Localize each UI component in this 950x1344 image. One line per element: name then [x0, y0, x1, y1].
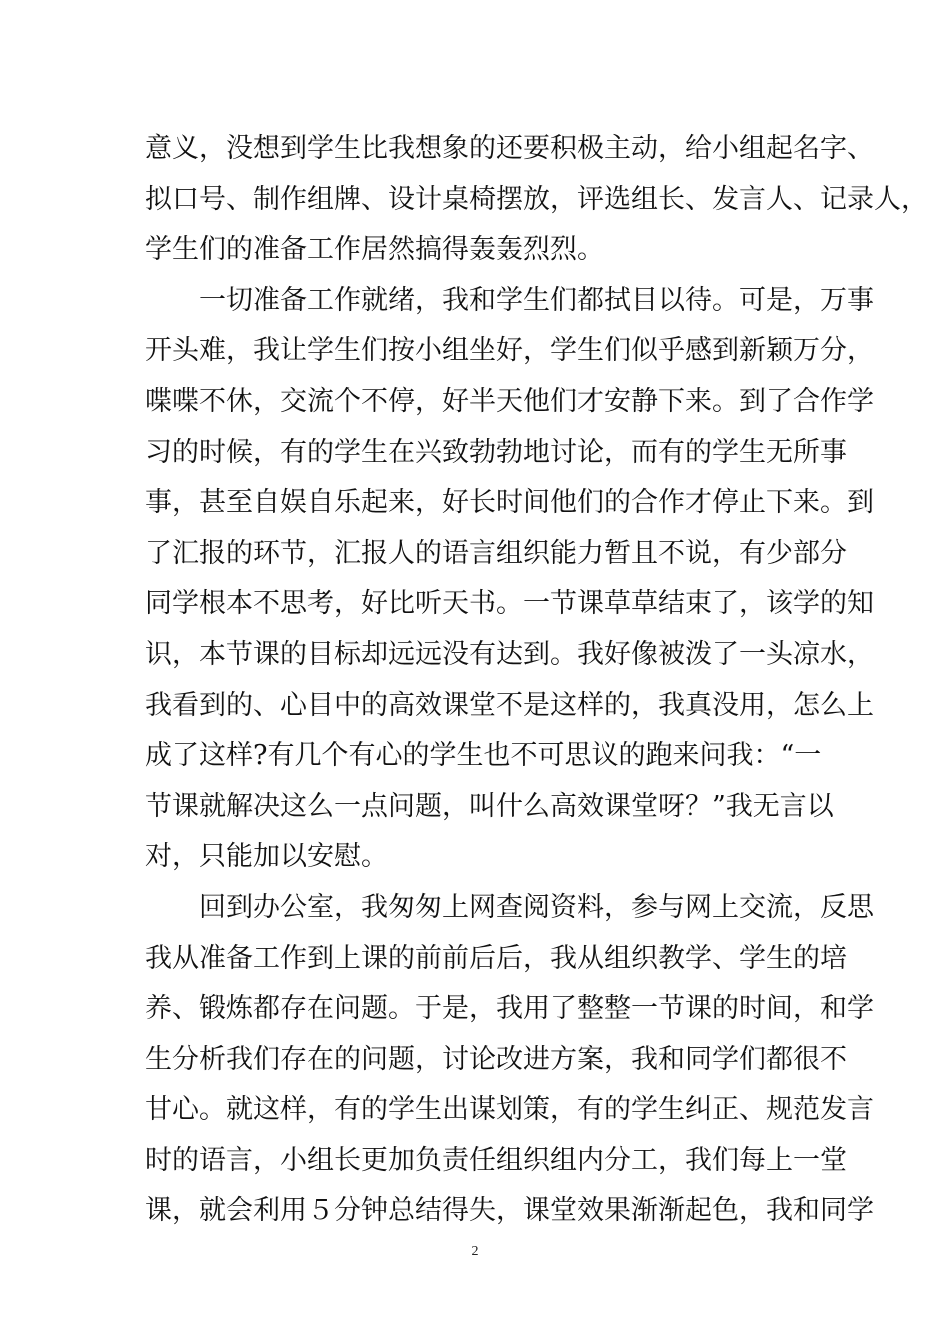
text-line: 喋喋不休，交流个不停，好半天他们才安静下来。到了合作学: [145, 385, 874, 417]
text-line: 甘心。就这样，有的学生出谋划策，有的学生纠正、规范发言: [145, 1094, 874, 1126]
text-line: 拟口号、制作组牌、设计桌椅摆放，评选组长、发言人、记录人，: [145, 183, 928, 215]
text-line: 时的语言，小组长更加负责任组织组内分工，我们每上一堂: [145, 1144, 847, 1176]
text-line: 开头难，我让学生们按小组坐好，学生们似乎感到新颖万分，: [145, 335, 874, 367]
text-line: 课，就会利用５分钟总结得失，课堂效果渐渐起色，我和同学: [145, 1195, 874, 1227]
text-line: 事，甚至自娱自乐起来，好长时间他们的合作才停止下来。到: [145, 487, 874, 519]
text-line: 生分析我们存在的问题，讨论改进方案，我和同学们都很不: [145, 1043, 847, 1075]
text-line: 学生们的准备工作居然搞得轰轰烈烈。: [145, 234, 604, 266]
text-line: 对，只能加以安慰。: [145, 841, 388, 873]
text-line: 我从准备工作到上课的前前后后，我从组织教学、学生的培: [145, 942, 847, 974]
text-line: 我看到的、心目中的高效课堂不是这样的，我真没用，怎么上: [145, 689, 874, 721]
text-line: 一切准备工作就绪，我和学生们都拭目以待。可是，万事: [145, 284, 874, 316]
page-number: 2: [471, 1244, 479, 1259]
text-line: 养、锻炼都存在问题。于是，我用了整整一节课的时间，和学: [145, 993, 874, 1025]
text-line: 习的时候，有的学生在兴致勃勃地讨论，而有的学生无所事: [145, 436, 847, 468]
text-line: 成了这样?有几个有心的学生也不可思议的跑来问我：“一: [145, 740, 822, 772]
text-line: 了汇报的环节，汇报人的语言组织能力暂且不说，有少部分: [145, 537, 847, 569]
body-text: [145, 124, 928, 1237]
text-line: 意义，没想到学生比我想象的还要积极主动，给小组起名字、: [145, 133, 874, 164]
text-line: 回到办公室，我匆匆上网查阅资料，参与网上交流，反思: [145, 891, 874, 923]
text-line: 节课就解决这么一点问题，叫什么高效课堂呀？”我无言以: [145, 790, 834, 822]
text-line: 识，本节课的目标却远远没有达到。我好像被泼了一头凉水，: [145, 638, 874, 670]
text-line: 同学根本不思考，好比听天书。一节课草草结束了，该学的知: [145, 588, 874, 620]
